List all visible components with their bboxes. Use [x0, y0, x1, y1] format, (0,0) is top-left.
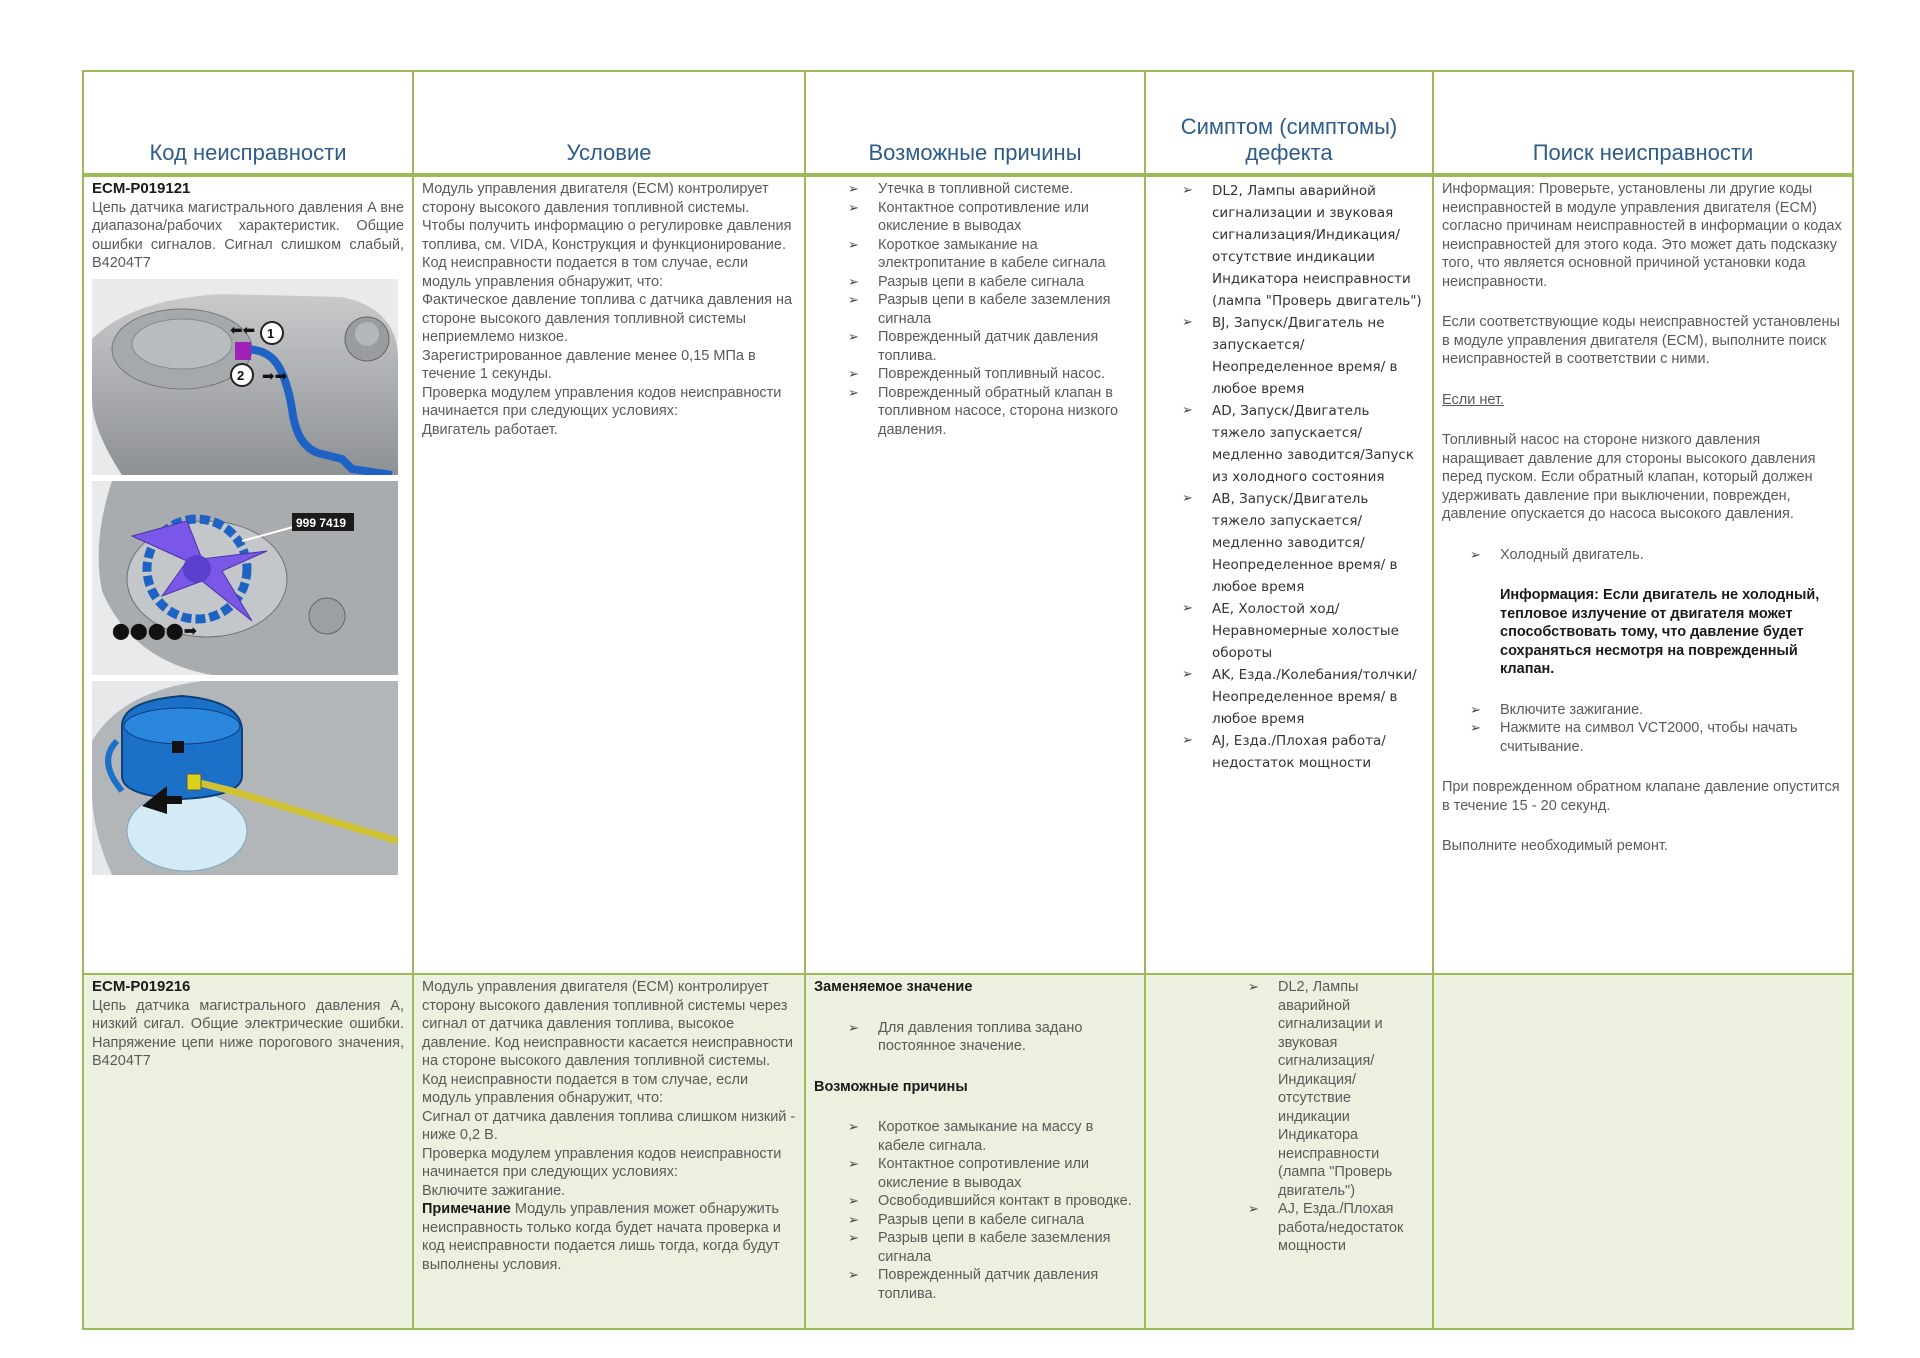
condition-line: Сигнал от датчика давления топлива слишком низкий - ниже 0,2 В. — [422, 1108, 796, 1143]
list-item: ➢ BJ, Запуск/Двигатель не запускается/Неопределенное время/ в любое время — [1212, 312, 1424, 400]
fault-code: ECM-P019121 — [92, 180, 191, 197]
list-item: ➢ Включите зажигание. — [1500, 701, 1844, 720]
condition-note — [422, 1200, 796, 1274]
header-condition: Условие — [413, 71, 805, 175]
troubleshooting-cell-empty — [1433, 974, 1853, 1329]
troubleshooting-text: Если соответствующие коды неисправностей установлены в модуле управления двигателя (ECM), выполните поиск неисправностей в соответствии с ними. — [1442, 314, 1840, 367]
causes-cell — [805, 974, 1145, 1329]
condition-line: Фактическое давление топлива с датчика давления на стороне высокого давления топливной системы неприемлемо низкое. — [422, 292, 793, 345]
possible-causes-title: Возможные причины — [814, 1078, 968, 1095]
header-symptoms-line2: дефекта — [1245, 139, 1333, 165]
troubleshooting-info: Информация: Проверьте, установлены ли другие коды неисправностей в модуле управления двигателя (ECM) согласно причинам неисправностей в информации о кодах неисправностей для этого кода. Это может дать подсказку того, что является основной причиной установки кода неисправности. — [1442, 181, 1842, 290]
list-item: ➢ Поврежденный обратный клапан в топливном насосе, сторона низкого давления. — [878, 384, 1136, 440]
list-item: ➢ Поврежденный датчик давления топлива. — [878, 1266, 1136, 1303]
list-item: ➢ AJ, Езда./Плохая работа/недостаток мощности — [1212, 730, 1424, 774]
fault-description: Цепь датчика магистрального давления A, низкий сигал. Общие электрические ошибки. Напряжение цепи ниже порогового значения, B4204T7 — [92, 997, 404, 1069]
table-row — [83, 974, 1853, 1329]
svg-text:⬤⬤⬤⬤➡: ⬤⬤⬤⬤➡ — [112, 622, 198, 640]
fuel-tank-illustration-1 — [92, 279, 398, 475]
troubleshooting-text: Топливный насос на стороне низкого давления наращивает давление для стороны высокого давления перед пуском. Если обратный клапан, который должен удерживать давление при выключении, поврежден, давление опускается до насоса высокого давления. — [1442, 432, 1816, 522]
condition-line: Модуль управления двигателя (ECM) контролирует сторону высокого давления топливной системы. — [422, 181, 769, 216]
list-item: ➢ Разрыв цепи в кабеле заземления сигнала — [878, 1229, 1136, 1266]
svg-text:⬅⬅: ⬅⬅ — [230, 321, 256, 339]
header-troubleshooting: Поиск неисправности — [1433, 71, 1853, 175]
condition-line: Включите зажигание. — [422, 1182, 566, 1199]
condition-line: Проверка модулем управления кодов неисправности начинается при следующих условиях: — [422, 384, 782, 419]
list-item: ➢ Нажмите на символ VCT2000, чтобы начать считывание. — [1500, 719, 1844, 756]
condition-line: Двигатель работает. — [422, 421, 558, 438]
condition-line: Код неисправности подается в том случае, если модуль управления обнаружит, что: — [422, 255, 749, 290]
list-item: ➢ Разрыв цепи в кабеле сигнала — [878, 273, 1136, 292]
callout-1-label: 1 — [267, 325, 275, 341]
list-item: ➢ AB, Запуск/Двигатель тяжело запускается/медленно заводится/Неопределенное время/ в любое время — [1212, 488, 1424, 598]
troubleshooting-text: При поврежденном обратном клапане давление опустится в течение 15 - 20 секунд. — [1442, 779, 1840, 814]
header-fault-code: Код неисправности — [83, 71, 413, 175]
list-item: ➢ Для давления топлива задано постоянное значение. — [878, 1019, 1136, 1056]
replaced-value-title: Заменяемое значение — [814, 979, 973, 995]
special-tool-label: 999 7419 — [296, 515, 347, 530]
condition-cell — [413, 974, 805, 1329]
header-symptoms — [1145, 71, 1433, 175]
list-item: ➢ Холодный двигатель. — [1500, 546, 1844, 565]
header-possible-causes: Возможные причины — [805, 71, 1145, 175]
list-item: ➢ DL2, Лампы аварийной сигнализации и звуковая сигнализация/Индикация/отсутствие индикации Индикатора неисправности (лампа "Проверь двигатель") — [1212, 180, 1424, 312]
troubleshooting-steps — [1442, 546, 1844, 565]
svg-text:➡➡: ➡➡ — [262, 367, 288, 385]
fuel-pump-illustration-3 — [92, 681, 398, 875]
troubleshooting-note: Информация: Если двигатель не холодный, тепловое излучение от двигателя может способствовать тому, что давление будет сохраняться несмотря на поврежденный клапан. — [1500, 587, 1820, 677]
list-item: ➢ Короткое замыкание на массу в кабеле сигнала. — [878, 1118, 1136, 1155]
fault-description: Цепь датчика магистрального давления A вне диапазона/рабочих характеристик. Общие ошибки сигналов. Сигнал слишком слабый, B4204T7 — [92, 199, 404, 271]
list-item: ➢ Контактное сопротивление или окисление в выводах — [878, 199, 1136, 236]
list-item: ➢ Разрыв цепи в кабеле сигнала — [878, 1211, 1136, 1230]
condition-cell — [413, 175, 805, 974]
symptoms-cell — [1145, 974, 1433, 1329]
list-item: ➢ AJ, Езда./Плохая работа/недостаток мощности — [1278, 1200, 1424, 1256]
fuel-tank-illustration-2 — [92, 481, 398, 675]
note-text: Модуль управления может обнаружить неисправность только когда будет начата проверка и код неисправности подается лишь тогда, когда будут выполнены условия. — [422, 1201, 781, 1273]
troubleshooting-steps — [1442, 701, 1844, 757]
list-item: ➢ DL2, Лампы аварийной сигнализации и звуковая сигнализация/Индикация/отсутствие индикации Индикатора неисправности (лампа "Проверь двигатель") — [1278, 978, 1424, 1200]
condition-line: Проверка модулем управления кодов неисправности начинается при следующих условиях: — [422, 1145, 782, 1180]
symptoms-list — [1154, 978, 1424, 1256]
header-symptoms-line1: Симптом (симптомы) — [1180, 114, 1398, 140]
fault-code-cell — [83, 175, 413, 974]
replaced-value-list — [814, 1019, 1136, 1056]
list-item: ➢ Контактное сопротивление или окисление в выводах — [878, 1155, 1136, 1192]
table-header-row — [83, 71, 1853, 175]
symptoms-cell — [1145, 175, 1433, 974]
table-row — [83, 175, 1853, 974]
fault-code-cell — [83, 974, 413, 1329]
list-item: ➢ Короткое замыкание на электропитание в кабеле сигнала — [878, 236, 1136, 273]
troubleshooting-text: Выполните необходимый ремонт. — [1442, 838, 1668, 854]
callout-2-label: 2 — [237, 367, 245, 383]
list-item: ➢ Разрыв цепи в кабеле заземления сигнала — [878, 291, 1136, 328]
list-item: ➢ AK, Езда./Колебания/толчки/Неопределенное время/ в любое время — [1212, 664, 1424, 730]
list-item: ➢ Поврежденный датчик давления топлива. — [878, 328, 1136, 365]
troubleshooting-if-not: Если нет. — [1442, 391, 1505, 408]
list-item: ➢ AD, Запуск/Двигатель тяжело запускается/медленно заводится/Запуск из холодного состояния — [1212, 400, 1424, 488]
list-item: ➢ Поврежденный топливный насос. — [878, 365, 1136, 384]
list-item: ➢ Освободившийся контакт в проводке. — [878, 1192, 1136, 1211]
list-item: ➢ AE, Холостой ход/Неравномерные холостые обороты — [1212, 598, 1424, 664]
dtc-table — [82, 70, 1854, 1330]
troubleshooting-cell — [1433, 175, 1853, 974]
causes-cell — [805, 175, 1145, 974]
list-item: ➢ Утечка в топливной системе. — [878, 180, 1136, 199]
note-label: Примечание — [422, 1201, 511, 1217]
symptoms-list — [1154, 180, 1424, 774]
condition-line: Чтобы получить информацию о регулировке давления топлива, см. VIDA, Конструкция и функционирование. — [422, 218, 792, 253]
condition-line: Модуль управления двигателя (ECM) контролирует сторону высокого давления топливной системы через сигнал от датчика давления топлива, высокое давление. Код неисправности касается неисправности на стороне высокого давления топливной системы. — [422, 979, 793, 1069]
condition-line: Код неисправности подается в том случае, если модуль управления обнаружит, что: — [422, 1071, 749, 1106]
causes-list — [814, 180, 1136, 439]
condition-line: Зарегистрированное давление менее 0,15 МПа в течение 1 секунды. — [422, 347, 756, 382]
causes-list — [814, 1118, 1136, 1303]
fault-code: ECM-P019216 — [92, 978, 191, 995]
